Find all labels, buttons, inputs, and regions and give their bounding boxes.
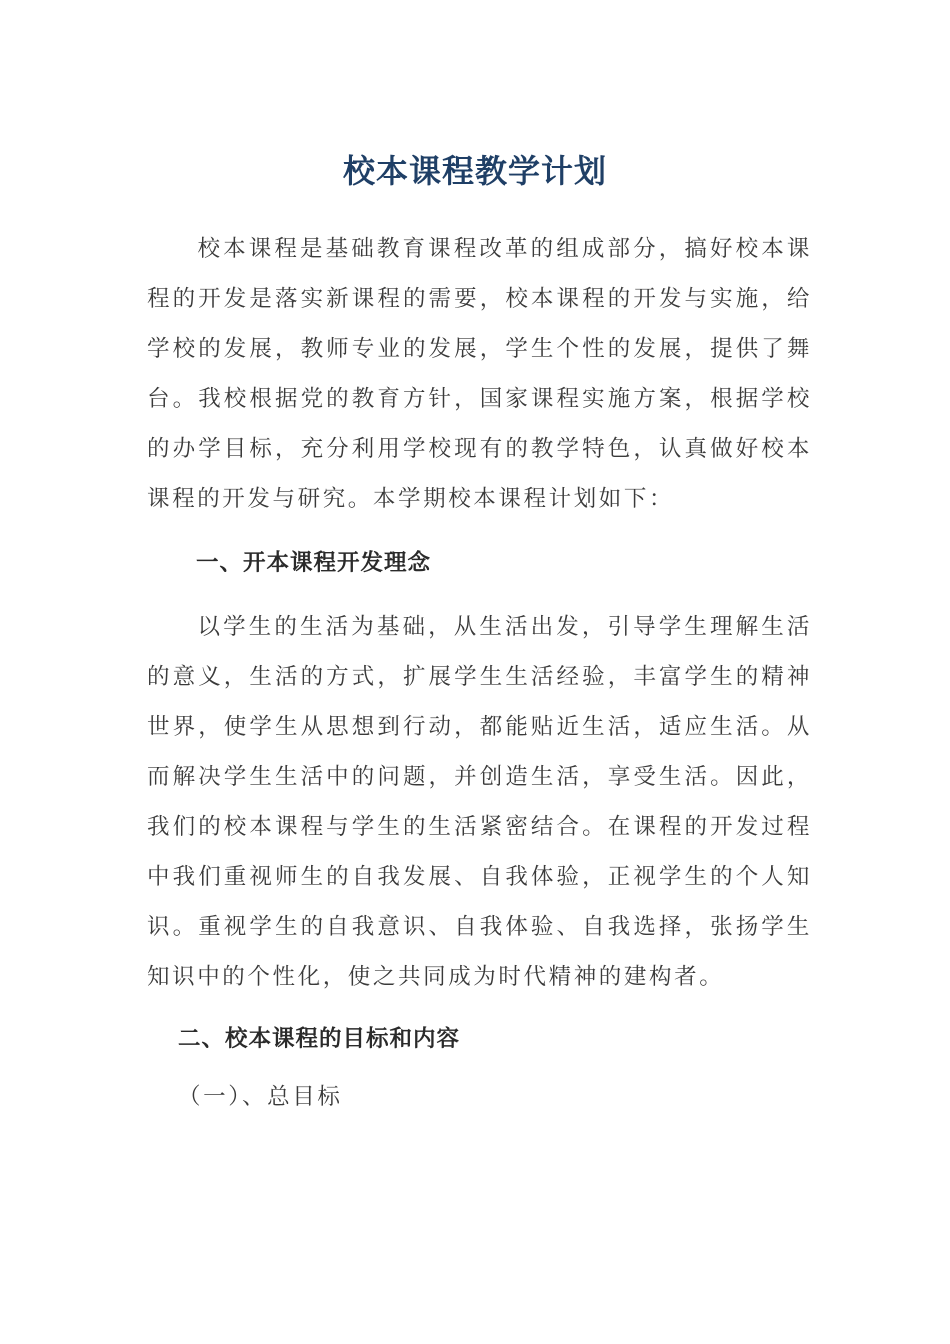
intro-paragraph	[147, 224, 812, 524]
intro-text: 校本课程是基础教育课程改革的组成部分，搞好校本课程的开发是落实新课程的需要，校本课程的开发与实施，给学校的发展，教师专业的发展，学生个性的发展，提供了舞台。我校根据党的教育方针，国家课程实施方案，根据学校的办学目标，充分利用学校现有的教学特色，认真做好校本课程的开发与研究。本学期校本课程计划如下：	[147, 236, 812, 512]
document-title: 校本课程教学计划	[342, 152, 607, 191]
section1-text: 以学生的生活为基础，从生活出发，引导学生理解生活的意义，生活的方式，扩展学生生活经验，丰富学生的精神世界，使学生从思想到行动，都能贴近生活，适应生活。从而解决学生生活中的问题，并创造生活，享受生活。因此，我们的校本课程与学生的生活紧密结合。在课程的开发过程中我们重视师生的自我发展、自我体验，正视学生的个人知识。重视学生的自我意识、自我体验、自我选择，张扬学生知识中的个性化，使之共同成为时代精神的建构者。	[147, 614, 812, 990]
section1-heading: 一、开本课程开发理念	[196, 550, 432, 576]
section2-heading: 二、校本课程的目标和内容	[178, 1026, 461, 1052]
section1-paragraph	[147, 602, 812, 1002]
section2-subheading: （一）、总目标	[178, 1084, 343, 1110]
